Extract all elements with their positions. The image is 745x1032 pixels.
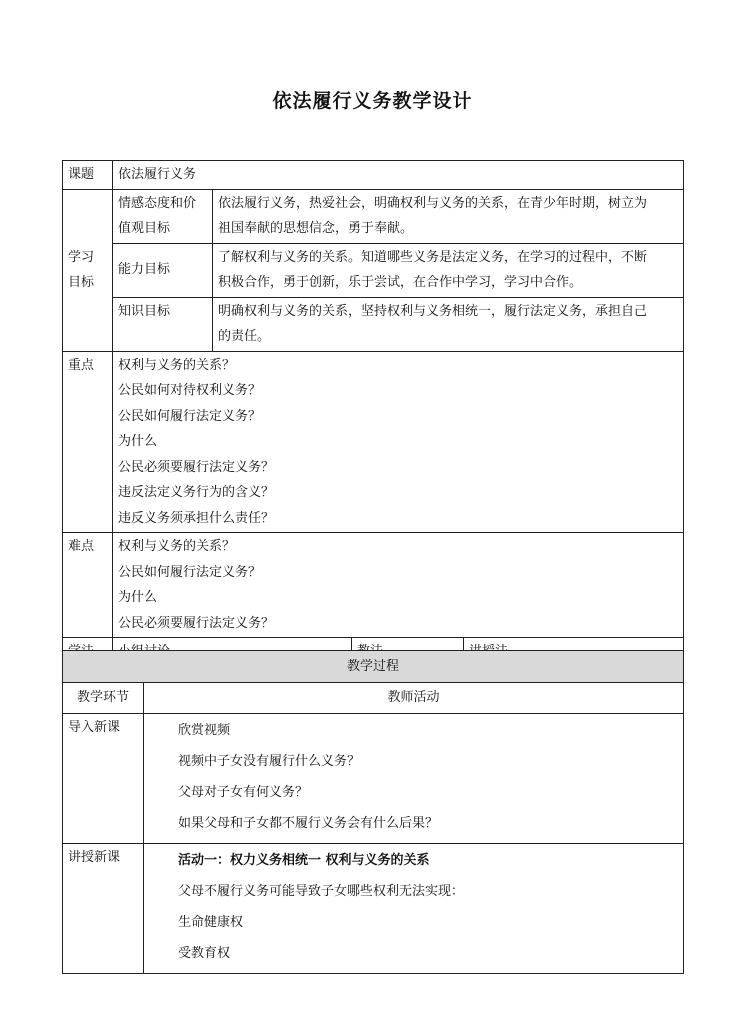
list-item: 违反义务须承担什么责任？ [118,510,275,526]
intro-activities [144,714,684,844]
list-item: 权利与义务的关系？ [118,357,236,373]
objective-text-ability: 了解权利与义务的关系。知道哪些义务是法定义务，在学习的过程中，不断 积极合作，勇于创新，乐于尝试，在合作中学习，学习中合作。 [213,243,684,297]
difficulties-list [113,533,684,638]
teach-section-row [63,844,684,974]
list-item: 公民如何履行法定义务？ [118,408,262,424]
list-item: 公民必须要履行法定义务？ [118,615,275,631]
objective-text-knowledge: 明确权利与义务的关系，坚持权利与义务相统一，履行法定义务，承担自己 的责任。 [213,297,684,351]
list-item: 视频中子女没有履行什么义务？ [178,754,361,769]
list-item: 权利与义务的关系？ [118,539,236,554]
list-item: 违反法定义务行为的含义？ [118,485,275,500]
list-item: 如果父母和子女都不履行义务会有什么后果？ [178,816,439,831]
topic-label: 课题 [63,161,113,190]
topic-value: 依法履行义务 [113,161,684,190]
list-item: 父母不履行义务可能导致子女哪些权利无法实现： [178,884,465,899]
list-item: 公民必须要履行法定义务？ [118,459,275,475]
key-points-row [63,351,684,533]
list-item: 父母对子女有何义务？ [178,785,309,800]
lesson-info-table [62,160,684,667]
teaching-process-table [62,650,684,974]
process-header: 教学过程 [63,651,684,683]
objectives-label: 学习 目标 [63,189,113,351]
column-header-stage: 教学环节 [63,683,144,714]
page-title: 依法履行义务教学设计 [272,90,473,112]
intro-section-row [63,714,684,844]
list-item: 公民如何对待权利义务？ [118,383,262,398]
objective-text-emotion: 依法履行义务，热爱社会，明确权利与义务的关系，在青少年时期，树立为 祖国奉献的思想信念，勇于奉献。 [213,189,684,243]
objective-label-knowledge: 知识目标 [113,297,213,351]
objective-row-ability [63,243,684,297]
objective-label-emotion: 情感态度和价 值观目标 [113,189,213,243]
list-item: 为什么 [118,590,158,605]
difficulties-label: 难点 [63,533,113,638]
list-item: 公民如何履行法定义务？ [118,564,262,580]
process-header-row [63,651,684,683]
stage-teach: 讲授新课 [63,844,144,974]
difficulties-row [63,533,684,638]
list-item: 生命健康权 [178,915,244,930]
list-item: 欣赏视频 [178,723,231,738]
objective-row-knowledge [63,297,684,351]
list-item: 受教育权 [178,946,231,961]
activity-heading: 活动一：权力义务相统一 权利与义务的关系 [178,853,430,868]
teach-activities [144,844,684,974]
key-points-list [113,351,684,533]
objective-label-ability: 能力目标 [113,243,213,297]
column-header-teacher: 教师活动 [144,683,684,714]
topic-row [63,161,684,190]
key-points-label: 重点 [63,351,113,533]
objective-row-emotion [63,189,684,243]
stage-intro: 导入新课 [63,714,144,844]
list-item: 为什么 [118,434,158,449]
process-columns-row [63,683,684,714]
